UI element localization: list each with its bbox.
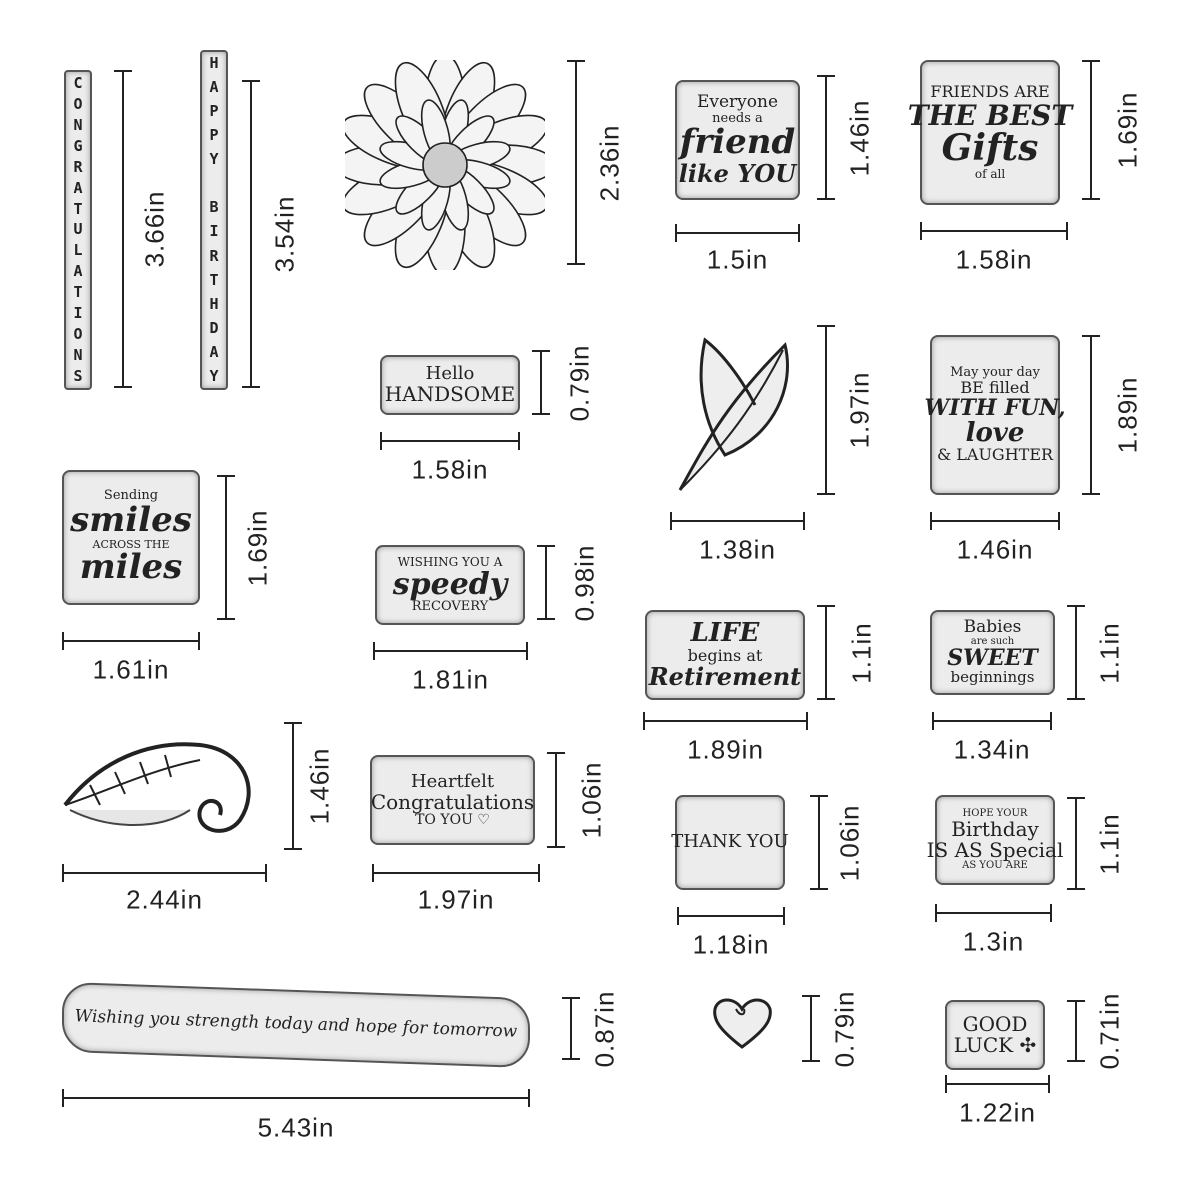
height-label: 1.46in <box>304 747 335 825</box>
height-label: 0.98in <box>569 544 600 621</box>
stamp-heart <box>710 995 775 1050</box>
height-label: 1.06in <box>834 804 865 881</box>
stamp-text-line: TO YOU ♡ <box>415 811 490 828</box>
stamp-text-line: & LAUGHTER <box>936 445 1054 465</box>
width-label: 1.97in <box>417 884 495 915</box>
stamp-letter: T <box>73 199 83 218</box>
height-dimension-line <box>250 80 252 388</box>
stamp-text-line: Retirement <box>648 662 802 692</box>
stamp-text-line: are such <box>970 635 1015 647</box>
stamp-text-line: Everyone <box>696 91 779 112</box>
stamp-letter: D <box>209 318 219 337</box>
stamp-letter: A <box>73 262 83 281</box>
stamp-text-line: LUCK ✣ <box>953 1033 1037 1057</box>
height-label: 1.06in <box>576 761 607 839</box>
height-dimension-line <box>540 350 542 415</box>
height-dimension-line <box>1075 605 1077 700</box>
width-dimension-line <box>920 230 1068 232</box>
stamp-text-line: AS YOU ARE <box>962 860 1028 871</box>
stamp-text-line: May your day <box>950 365 1040 381</box>
width-dimension-line <box>677 915 785 917</box>
stamp-letter: H <box>209 54 219 72</box>
width-label: 5.43in <box>257 1112 335 1143</box>
stamp-letter: I <box>209 222 219 241</box>
height-label: 1.69in <box>242 509 273 586</box>
height-label: 1.1in <box>846 621 877 684</box>
stamp-everyone-needs-a-friend <box>675 80 800 200</box>
height-dimension-line <box>122 70 124 388</box>
stamp-text-line: of all <box>974 167 1006 182</box>
stamp-thank-you <box>671 795 789 890</box>
height-label: 3.54in <box>269 195 300 273</box>
stamp-letter: R <box>209 246 219 265</box>
stamp-letter <box>209 176 218 191</box>
stamp-letter: A <box>209 342 219 361</box>
height-dimension-line <box>292 722 294 850</box>
stamp-friends-best-gifts <box>907 60 1073 205</box>
width-dimension-line <box>930 520 1060 522</box>
stamp-text-line: speedy <box>392 566 508 602</box>
stamp-text-line: WITH FUN, <box>924 394 1066 421</box>
height-label: 1.46in <box>844 99 875 176</box>
height-label: 2.36in <box>594 124 625 201</box>
width-label: 1.18in <box>692 929 770 960</box>
stamp-text-line: Heartfelt <box>410 770 495 792</box>
stamp-letter: I <box>73 304 83 323</box>
stamp-text-line: like YOU <box>678 158 797 188</box>
stamp-text-line: friend <box>679 122 796 163</box>
stamp-text-line: LIFE <box>690 618 760 649</box>
stamp-text-line: HANDSOME <box>384 381 516 406</box>
width-dimension-line <box>643 720 808 722</box>
stamp-text-line: Congratulations <box>370 789 535 814</box>
stamp-text-line: GOOD <box>962 1012 1028 1036</box>
stamp-text-line: WISHING YOU A <box>397 555 503 570</box>
stamp-letter: Y <box>209 366 219 385</box>
stamp-text-line: begins at <box>687 645 763 665</box>
stamp-hope-your-birthday <box>926 795 1064 885</box>
stamp-letter: Y <box>209 150 219 169</box>
width-label: 1.34in <box>953 734 1031 765</box>
stamp-text-line: Gifts <box>941 127 1039 170</box>
width-dimension-line <box>62 1097 530 1099</box>
stamp-text-line: BE filled <box>960 377 1030 397</box>
height-label: 1.89in <box>1112 376 1143 454</box>
stamp-text-line: IS AS Special <box>926 838 1064 862</box>
height-dimension-line <box>825 75 827 200</box>
height-dimension-line <box>825 325 827 495</box>
stamp-life-begins-retirement <box>645 610 805 700</box>
stamp-letter: N <box>73 345 83 364</box>
stamp-text-line: Babies <box>963 616 1022 637</box>
stamp-text-line: Wishing you strength today and hope for tomorrow <box>74 1006 518 1042</box>
height-label: 0.79in <box>564 344 595 421</box>
height-label: 1.1in <box>1094 812 1125 875</box>
width-dimension-line <box>372 872 540 874</box>
stamp-text-line: needs a <box>712 110 763 126</box>
fern-drawing <box>60 730 265 850</box>
stamp-text-line: THE BEST <box>907 99 1073 132</box>
stamp-text-line: RECOVERY <box>411 599 489 615</box>
width-dimension-line <box>670 520 805 522</box>
width-label: 1.61in <box>92 654 170 685</box>
stamp-text-line: FRIENDS ARE <box>930 82 1050 102</box>
height-dimension-line <box>1075 1000 1077 1062</box>
width-label: 1.81in <box>412 664 489 695</box>
height-dimension-line <box>575 60 577 265</box>
height-label: 0.71in <box>1094 992 1125 1070</box>
height-dimension-line <box>825 605 827 700</box>
height-dimension-line <box>1090 60 1092 200</box>
stamp-text-line: smiles <box>70 499 192 540</box>
stamp-text-line: Birthday <box>951 817 1039 841</box>
width-label: 1.3in <box>962 926 1025 957</box>
stamp-letter: R <box>73 157 83 176</box>
stamp-speedy-recovery <box>375 545 525 625</box>
stamp-heartfelt-congratulations <box>370 755 535 845</box>
stamp-may-your-day <box>924 335 1066 495</box>
width-dimension-line <box>380 440 520 442</box>
width-label: 2.44in <box>126 884 203 915</box>
height-dimension-line <box>818 795 820 890</box>
stamp-letter: T <box>73 283 83 302</box>
width-label: 1.22in <box>959 1097 1036 1128</box>
stamp-text-line: Hello <box>425 363 475 385</box>
stamp-sending-smiles <box>62 470 200 605</box>
width-dimension-line <box>675 232 800 234</box>
stamp-text-line: Sending <box>103 488 159 504</box>
width-dimension-line <box>932 720 1052 722</box>
height-label: 1.1in <box>1094 621 1125 684</box>
stamp-wishing-strength <box>62 982 530 1068</box>
stamp-letter: H <box>209 294 219 313</box>
stamp-letter: C <box>73 74 83 92</box>
height-label: 1.97in <box>844 371 875 449</box>
stamp-letter: B <box>209 198 219 217</box>
width-label: 1.46in <box>956 534 1034 565</box>
width-label: 1.58in <box>411 454 489 485</box>
stamp-letter: P <box>209 102 219 121</box>
stamp-letter: O <box>73 94 83 113</box>
stamp-text-line: SWEET <box>947 645 1038 672</box>
heart-drawing <box>710 995 775 1050</box>
height-dimension-line <box>810 995 812 1062</box>
stamp-text-line: love <box>965 417 1025 448</box>
stamp-letter: G <box>73 136 83 155</box>
flower-drawing <box>345 60 545 270</box>
stamp-happy-birthday <box>200 50 228 390</box>
width-dimension-line <box>373 650 528 652</box>
width-dimension-line <box>62 640 200 642</box>
width-label: 1.89in <box>687 734 764 765</box>
stamp-text-line: HOPE YOUR <box>962 807 1028 819</box>
width-label: 1.58in <box>955 244 1033 275</box>
width-dimension-line <box>945 1083 1050 1085</box>
feather-drawing <box>665 325 805 495</box>
height-dimension-line <box>225 475 227 620</box>
height-label: 3.66in <box>139 190 170 268</box>
width-dimension-line <box>62 872 267 874</box>
height-dimension-line <box>545 545 547 620</box>
stamp-flower <box>345 60 545 270</box>
stamp-hello-handsome <box>380 355 520 415</box>
stamp-text-line: miles <box>79 547 183 588</box>
stamp-letter: O <box>73 325 83 344</box>
width-dimension-line <box>935 912 1052 914</box>
stamp-text-line: THANK YOU <box>671 831 789 853</box>
stamp-fern <box>60 730 265 850</box>
height-label: 0.87in <box>589 990 620 1067</box>
height-label: 0.79in <box>829 990 860 1067</box>
stamp-letter: L <box>73 241 83 260</box>
stamp-letter: A <box>209 78 219 97</box>
stamp-letter: U <box>73 220 83 239</box>
height-dimension-line <box>555 752 557 848</box>
stamp-letter: N <box>73 115 83 134</box>
stamp-babies-sweet <box>930 610 1055 695</box>
height-dimension-line <box>570 997 572 1060</box>
height-dimension-line <box>1075 797 1077 890</box>
stamp-feather <box>665 325 805 495</box>
height-dimension-line <box>1090 335 1092 495</box>
stamp-letter: T <box>209 270 219 289</box>
stamp-letter: P <box>209 126 219 145</box>
stamp-letter: A <box>73 178 83 197</box>
stamp-text-line: ACROSS THE <box>92 537 170 551</box>
stamp-text-line: beginnings <box>950 668 1035 687</box>
height-label: 1.69in <box>1112 91 1143 169</box>
stamp-congratulations <box>64 70 92 390</box>
width-label: 1.38in <box>699 534 776 565</box>
stamp-letter: S <box>73 366 83 385</box>
stamp-good-luck <box>945 1000 1045 1070</box>
width-label: 1.5in <box>706 244 769 275</box>
